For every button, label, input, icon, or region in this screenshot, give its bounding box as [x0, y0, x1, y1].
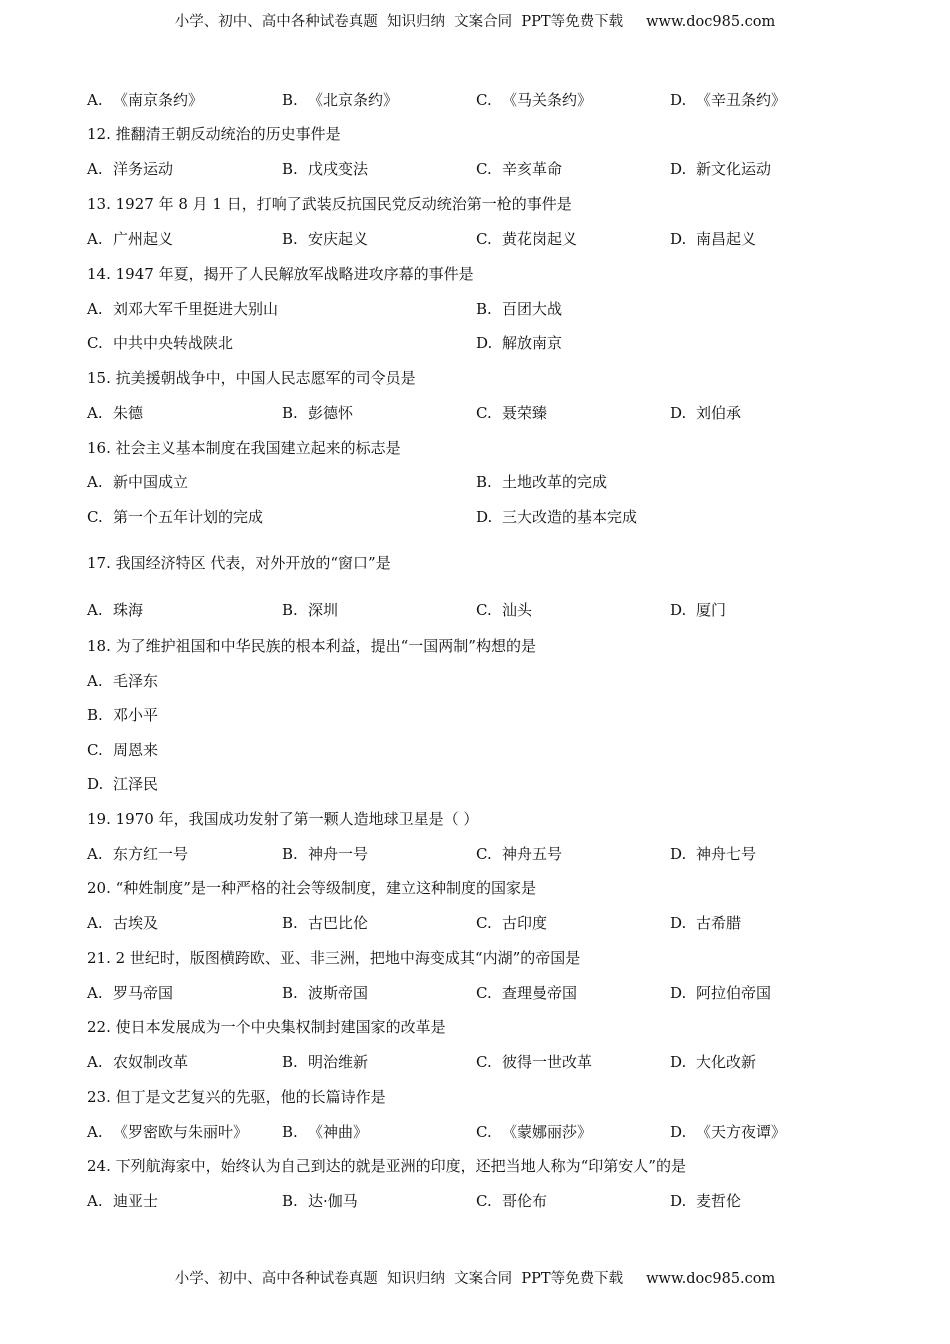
option-letter: C.	[476, 230, 492, 248]
answer-option	[670, 402, 741, 424]
option-letter: B.	[282, 984, 298, 1002]
option-letter: C.	[87, 508, 103, 526]
question-text	[0, 437, 950, 459]
option-letter: A.	[87, 672, 103, 690]
option-row	[0, 704, 950, 726]
question-stem: 18. 为了维护祖国和中华民族的根本利益，提出“一国两制”构想的是	[87, 637, 536, 655]
question-text	[0, 123, 950, 145]
answer-option	[670, 89, 786, 111]
question-stem: 21. 2 世纪时，版图横跨欧、亚、非三洲，把地中海变成其“内湖”的帝国是	[87, 949, 581, 967]
option-letter: B.	[282, 1123, 298, 1141]
answer-option	[87, 471, 188, 493]
option-letter: A.	[87, 1192, 103, 1210]
option-letter: D.	[670, 1123, 687, 1141]
option-letter: A.	[87, 845, 103, 863]
option-letter: C.	[476, 601, 492, 619]
answer-option	[670, 1190, 741, 1212]
answer-option	[670, 599, 726, 621]
option-letter: A.	[87, 91, 103, 109]
option-text: 朱德	[113, 404, 144, 422]
option-text: 农奴制改革	[113, 1053, 189, 1071]
option-text: 土地改革的完成	[502, 473, 608, 491]
answer-option	[87, 704, 158, 726]
option-row	[0, 599, 950, 621]
answer-option	[87, 1121, 248, 1143]
option-letter: B.	[476, 300, 492, 318]
option-text: 洋务运动	[113, 160, 174, 178]
option-text: 辛亥革命	[502, 160, 563, 178]
answer-option	[87, 506, 263, 528]
answer-option	[476, 912, 547, 934]
option-text: 邓小平	[113, 706, 159, 724]
answer-option	[87, 89, 203, 111]
option-letter: B.	[476, 473, 492, 491]
option-letter: C.	[476, 914, 492, 932]
option-letter: B.	[282, 845, 298, 863]
answer-option	[476, 228, 577, 250]
option-letter: C.	[87, 334, 103, 352]
option-text: 第一个五年计划的完成	[113, 508, 264, 526]
option-letter: A.	[87, 1123, 103, 1141]
question-stem: 19. 1970 年，我国成功发射了第一颗人造地球卫星是（ ）	[87, 810, 479, 828]
option-row	[0, 1190, 950, 1212]
option-letter: A.	[87, 1053, 103, 1071]
answer-option	[87, 402, 143, 424]
option-row	[0, 670, 950, 692]
question-text	[0, 263, 950, 285]
option-row	[0, 1121, 950, 1143]
option-text: 古希腊	[696, 914, 742, 932]
question-text	[0, 1155, 950, 1177]
option-letter: C.	[476, 1053, 492, 1071]
option-text: 达·伽马	[308, 1192, 358, 1210]
option-row	[0, 912, 950, 934]
option-letter: C.	[476, 404, 492, 422]
question-stem: 20. “种姓制度”是一种严格的社会等级制度，建立这种制度的国家是	[87, 879, 536, 897]
answer-option	[476, 332, 562, 354]
option-text: 深圳	[308, 601, 339, 619]
answer-option	[282, 1190, 358, 1212]
answer-option	[282, 89, 398, 111]
option-text: 聂荣臻	[502, 404, 548, 422]
option-letter: B.	[282, 601, 298, 619]
answer-option	[282, 158, 368, 180]
answer-option	[87, 332, 233, 354]
option-text: 厦门	[696, 601, 727, 619]
option-text: 百团大战	[502, 300, 563, 318]
option-letter: D.	[670, 601, 687, 619]
option-letter: D.	[670, 914, 687, 932]
answer-option	[670, 1121, 786, 1143]
question-text	[0, 552, 950, 574]
question-text	[0, 1016, 950, 1038]
option-text: 《神曲》	[308, 1123, 369, 1141]
option-letter: B.	[282, 404, 298, 422]
option-text: 波斯帝国	[308, 984, 369, 1002]
option-letter: A.	[87, 601, 103, 619]
answer-option	[87, 773, 158, 795]
answer-option	[476, 298, 562, 320]
answer-option	[476, 843, 562, 865]
option-letter: D.	[476, 334, 493, 352]
option-row	[0, 506, 950, 528]
question-text	[0, 947, 950, 969]
question-text	[0, 877, 950, 899]
answer-option	[670, 912, 741, 934]
answer-option	[670, 1051, 756, 1073]
question-text	[0, 808, 950, 830]
option-row	[0, 739, 950, 761]
option-text: 神舟五号	[502, 845, 563, 863]
question-stem: 23. 但丁是文艺复兴的先驱，他的长篇诗作是	[87, 1088, 386, 1106]
option-text: 《南京条约》	[113, 91, 204, 109]
question-stem: 16. 社会主义基本制度在我国建立起来的标志是	[87, 439, 401, 457]
answer-option	[282, 402, 353, 424]
answer-option	[476, 599, 532, 621]
option-row	[0, 158, 950, 180]
option-letter: D.	[670, 160, 687, 178]
option-letter: D.	[670, 984, 687, 1002]
option-text: 毛泽东	[113, 672, 159, 690]
option-text: 刘邓大军千里挺进大别山	[113, 300, 279, 318]
question-stem: 13. 1927 年 8 月 1 日，打响了武装反抗国民党反动统治第一枪的事件是	[87, 195, 572, 213]
option-text: 三大改造的基本完成	[502, 508, 638, 526]
option-text: 《辛丑条约》	[696, 91, 787, 109]
option-text: 阿拉伯帝国	[696, 984, 772, 1002]
option-letter: D.	[670, 845, 687, 863]
option-letter: D.	[670, 1192, 687, 1210]
option-letter: B.	[282, 230, 298, 248]
question-stem: 17. 我国经济特区 代表，对外开放的“窗口”是	[87, 554, 391, 572]
question-text	[0, 635, 950, 657]
option-text: 珠海	[113, 601, 144, 619]
answer-option	[476, 506, 637, 528]
question-stem: 24. 下列航海家中，始终认为自己到达的就是亚洲的印度，还把当地人称为“印第安人”的是	[87, 1157, 686, 1175]
answer-option	[282, 228, 368, 250]
option-text: 东方红一号	[113, 845, 189, 863]
option-text: 新中国成立	[113, 473, 189, 491]
option-row	[0, 773, 950, 795]
answer-option	[282, 1121, 368, 1143]
option-text: 明治维新	[308, 1053, 369, 1071]
option-letter: D.	[87, 775, 104, 793]
option-text: 彭德怀	[308, 404, 354, 422]
option-text: 新文化运动	[696, 160, 772, 178]
answer-option	[476, 1051, 592, 1073]
option-text: 《罗密欧与朱丽叶》	[113, 1123, 249, 1141]
answer-option	[87, 228, 173, 250]
option-row	[0, 332, 950, 354]
option-text: 大化改新	[696, 1053, 757, 1071]
question-stem: 22. 使日本发展成为一个中央集权制封建国家的改革是	[87, 1018, 446, 1036]
answer-option	[282, 843, 368, 865]
option-row	[0, 471, 950, 493]
option-text: 解放南京	[502, 334, 563, 352]
option-letter: A.	[87, 300, 103, 318]
option-text: 中共中央转战陕北	[113, 334, 234, 352]
option-letter: C.	[476, 845, 492, 863]
option-letter: B.	[282, 91, 298, 109]
option-text: 彼得一世改革	[502, 1053, 593, 1071]
option-text: 江泽民	[113, 775, 159, 793]
option-row	[0, 298, 950, 320]
option-letter: C.	[476, 91, 492, 109]
option-letter: C.	[476, 1192, 492, 1210]
answer-option	[670, 228, 756, 250]
question-text	[0, 367, 950, 389]
option-letter: A.	[87, 473, 103, 491]
option-row	[0, 982, 950, 1004]
option-text: 刘伯承	[696, 404, 742, 422]
option-row	[0, 843, 950, 865]
question-stem: 15. 抗美援朝战争中，中国人民志愿军的司令员是	[87, 369, 416, 387]
answer-option	[476, 402, 547, 424]
answer-option	[282, 982, 368, 1004]
option-letter: C.	[476, 160, 492, 178]
question-stem: 14. 1947 年夏，揭开了人民解放军战略进攻序幕的事件是	[87, 265, 474, 283]
option-letter: A.	[87, 230, 103, 248]
answer-option	[87, 670, 158, 692]
option-letter: A.	[87, 914, 103, 932]
option-text: 神舟七号	[696, 845, 757, 863]
question-text	[0, 1086, 950, 1108]
option-letter: B.	[282, 1192, 298, 1210]
answer-option	[282, 599, 338, 621]
option-text: 哥伦布	[502, 1192, 548, 1210]
option-letter: D.	[670, 1053, 687, 1071]
option-letter: D.	[670, 91, 687, 109]
option-text: 戊戌变法	[308, 160, 369, 178]
option-text: 罗马帝国	[113, 984, 174, 1002]
option-text: 麦哲伦	[696, 1192, 742, 1210]
option-text: 《北京条约》	[308, 91, 399, 109]
answer-option	[476, 982, 577, 1004]
option-text: 《天方夜谭》	[696, 1123, 787, 1141]
option-letter: D.	[476, 508, 493, 526]
answer-option	[670, 843, 756, 865]
option-text: 周恩来	[113, 741, 159, 759]
answer-option	[87, 1190, 158, 1212]
answer-option	[282, 1051, 368, 1073]
option-text: 古埃及	[113, 914, 159, 932]
answer-option	[87, 843, 188, 865]
option-text: 古巴比伦	[308, 914, 369, 932]
option-letter: D.	[670, 404, 687, 422]
answer-option	[87, 982, 173, 1004]
answer-option	[87, 599, 143, 621]
option-letter: B.	[282, 160, 298, 178]
answer-option	[476, 471, 607, 493]
option-text: 南昌起义	[696, 230, 757, 248]
question-stem: 12. 推翻清王朝反动统治的历史事件是	[87, 125, 341, 143]
answer-option	[670, 982, 771, 1004]
option-letter: B.	[87, 706, 103, 724]
option-letter: A.	[87, 160, 103, 178]
option-row	[0, 402, 950, 424]
option-letter: A.	[87, 984, 103, 1002]
option-text: 《马关条约》	[502, 91, 593, 109]
option-text: 神舟一号	[308, 845, 369, 863]
option-letter: A.	[87, 404, 103, 422]
answer-option	[282, 912, 368, 934]
option-row	[0, 89, 950, 111]
answer-option	[476, 1190, 547, 1212]
option-text: 黄花岗起义	[502, 230, 578, 248]
question-text	[0, 193, 950, 215]
option-text: 古印度	[502, 914, 548, 932]
answer-option	[476, 89, 592, 111]
option-letter: C.	[476, 984, 492, 1002]
answer-option	[87, 739, 158, 761]
page-header: 小学、初中、高中各种试卷真题 知识归纳 文案合同 PPT等免费下载 www.doc985.com	[174, 14, 776, 30]
option-letter: D.	[670, 230, 687, 248]
answer-option	[87, 912, 158, 934]
option-text: 《蒙娜丽莎》	[502, 1123, 593, 1141]
answer-option	[87, 298, 278, 320]
option-row	[0, 1051, 950, 1073]
answer-option	[87, 158, 173, 180]
option-letter: B.	[282, 1053, 298, 1071]
option-text: 汕头	[502, 601, 533, 619]
answer-option	[670, 158, 771, 180]
option-letter: B.	[282, 914, 298, 932]
option-text: 查理曼帝国	[502, 984, 578, 1002]
page-footer: 小学、初中、高中各种试卷真题 知识归纳 文案合同 PPT等免费下载 www.doc985.com	[174, 1271, 776, 1287]
option-text: 广州起义	[113, 230, 174, 248]
answer-option	[87, 1051, 188, 1073]
option-letter: C.	[476, 1123, 492, 1141]
option-letter: C.	[87, 741, 103, 759]
option-row	[0, 228, 950, 250]
option-text: 迪亚士	[113, 1192, 159, 1210]
option-text: 安庆起义	[308, 230, 369, 248]
answer-option	[476, 158, 562, 180]
answer-option	[476, 1121, 592, 1143]
